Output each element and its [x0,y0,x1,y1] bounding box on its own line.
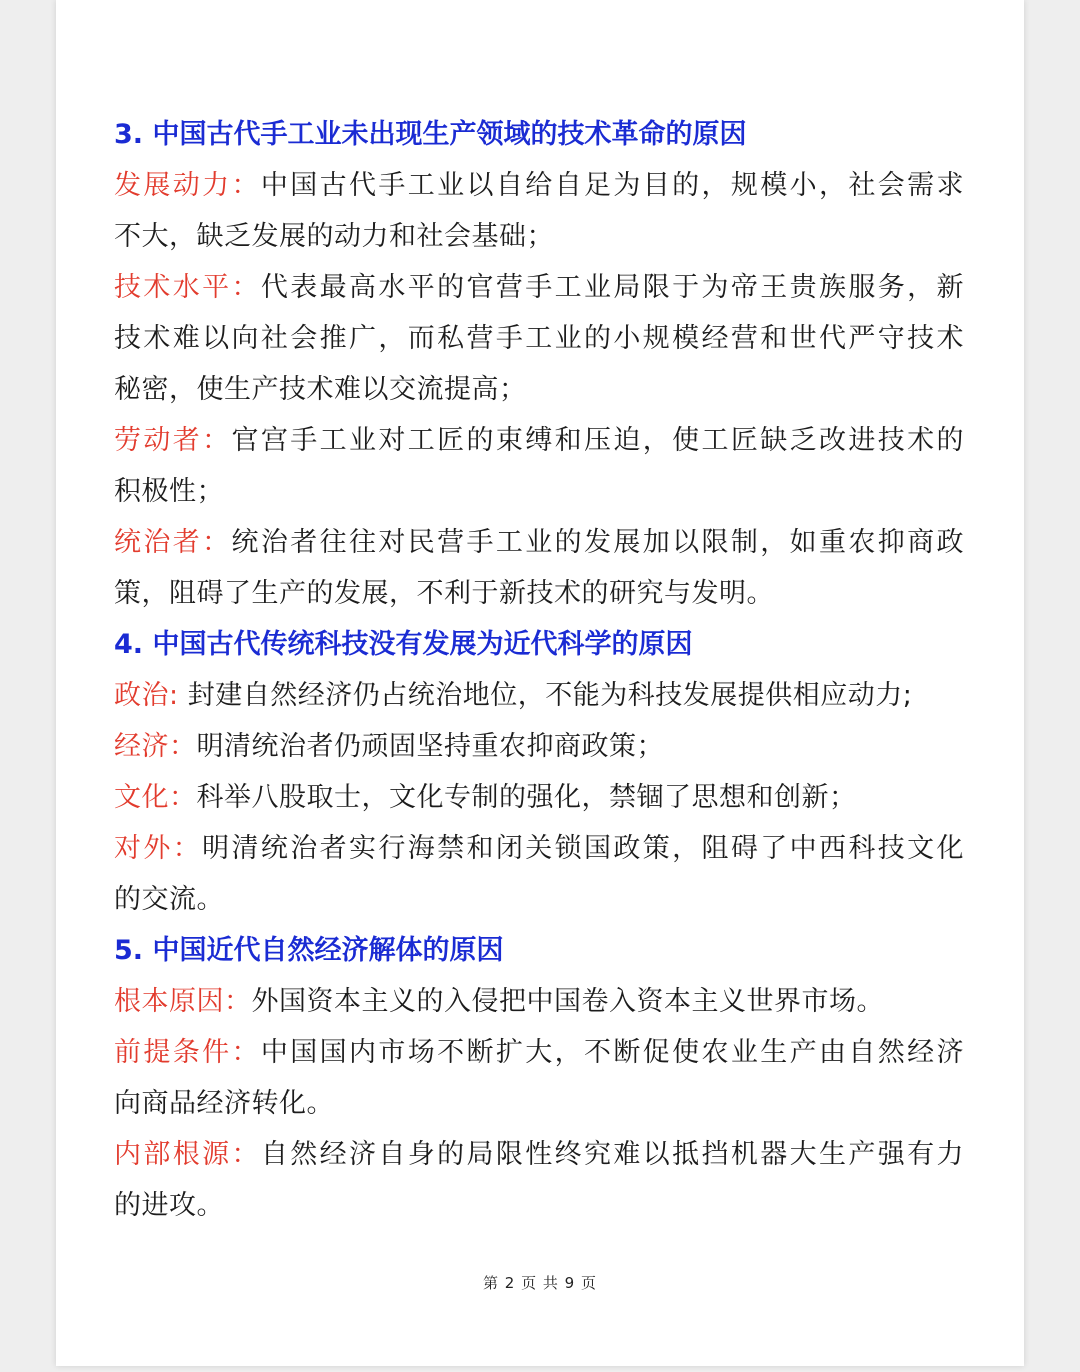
item-text: 自然经济自身的局限性终究难以抵挡机器大生产强有力 [260,1139,964,1170]
list-item [114,721,964,772]
section-heading: 5. 中国近代自然经济解体的原因 [114,935,504,966]
item-text-continued: 秘密，使生产技术难以交流提高； [114,374,527,405]
item-text-continued: 积极性； [114,476,224,507]
item-text: 外国资本主义的入侵把中国卷入资本主义世界市场。 [251,986,884,1017]
item-label: 劳动者： [114,425,232,456]
item-text: 科举八股取士，文化专制的强化，禁锢了思想和创新； [196,782,857,813]
document-page [56,0,1024,1366]
list-item [114,823,964,874]
item-label: 技术水平： [114,272,261,303]
item-text: 中国古代手工业以自给自足为目的，规模小，社会需求 [260,170,964,201]
item-text-continued: 策，阻碍了生产的发展，不利于新技术的研究与发明。 [114,578,774,609]
item-label: 统治者： [114,527,232,558]
list-item [114,160,964,211]
item-label: 内部根源： [114,1139,261,1170]
section-heading: 4. 中国古代传统科技没有发展为近代科学的原因 [114,629,693,660]
item-text: 明清统治者仍顽固坚持重农抑商政策； [196,731,664,762]
item-label: 根本原因： [114,986,252,1017]
item-label: 文化： [114,782,197,813]
list-item [114,517,964,568]
item-text-continued: 的进攻。 [114,1190,224,1221]
item-label: 前提条件： [114,1037,261,1068]
item-text: 封建自然经济仍占统治地位，不能为科技发展提供相应动力; [178,680,913,711]
item-text-continued: 的交流。 [114,884,224,915]
item-label: 经济： [114,731,197,762]
list-item [114,262,964,313]
item-text: 官宫手工业对工匠的束缚和压迫，使工匠缺乏改进技术的 [231,425,964,456]
item-text: 中国国内市场不断扩大，不断促使农业生产由自然经济 [260,1037,964,1068]
list-item [114,1027,964,1078]
list-item [114,976,964,1027]
list-item [114,415,964,466]
list-item [114,1129,964,1180]
item-text-continued: 不大，缺乏发展的动力和社会基础； [114,221,554,252]
page-number-footer: 第 2 页 共 9 页 [483,1274,597,1292]
item-text: 明清统治者实行海禁和闭关锁国政策，阻碍了中西科技文化 [202,833,964,864]
item-text-continued: 向商品经济转化。 [114,1088,334,1119]
list-item [114,772,964,823]
item-text: 代表最高水平的官营手工业局限于为帝王贵族服务，新 [260,272,964,303]
list-item [114,670,964,721]
section-heading: 3. 中国古代手工业未出现生产领域的技术革命的原因 [114,119,747,150]
page-content [114,109,964,1231]
item-label: 政治: [114,680,179,711]
item-label: 发展动力： [114,170,261,201]
item-text: 统治者往往对民营手工业的发展加以限制，如重农抑商政 [231,527,964,558]
item-label: 对外： [114,833,203,864]
item-text-continued: 技术难以向社会推广，而私营手工业的小规模经营和世代严守技术 [114,323,964,354]
